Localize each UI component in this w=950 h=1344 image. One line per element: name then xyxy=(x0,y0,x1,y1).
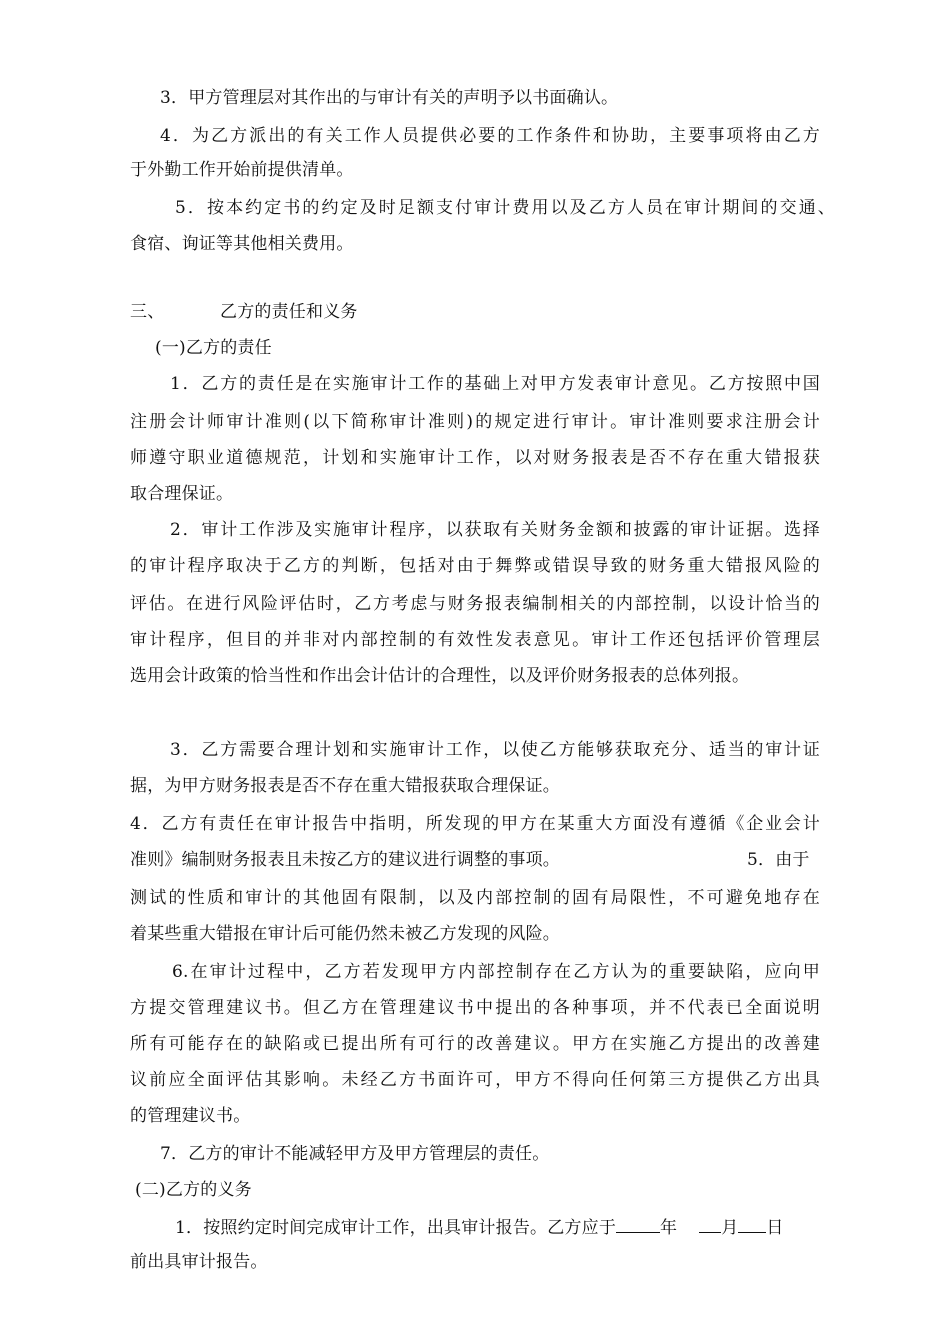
paragraph-line: 着某些重大错报在审计后可能仍然未被乙方发现的风险。 xyxy=(130,924,560,944)
subsection-title: (二)乙方的义务 xyxy=(135,1180,252,1200)
paragraph-line xyxy=(175,1214,784,1240)
day-blank xyxy=(738,1214,766,1233)
paragraph-line: 1．乙方的责任是在实施审计工作的基础上对甲方发表审计意见。乙方按照中国 xyxy=(170,374,820,394)
paragraph-line: 所有可能存在的缺陷或已提出所有可行的改善建议。甲方在实施乙方提出的改善建 xyxy=(130,1034,820,1054)
paragraph-line: 的审计程序取决于乙方的判断，包括对由于舞弊或错误导致的财务重大错报风险的 xyxy=(130,556,820,576)
paragraph-line: 6.在审计过程中，乙方若发现甲方内部控制存在乙方认为的重要缺陷，应向甲 xyxy=(172,962,820,982)
paragraph-line: 师遵守职业道德规范，计划和实施审计工作，以对财务报表是否不存在重大错报获 xyxy=(130,448,820,468)
paragraph-line: 评估。在进行风险评估时，乙方考虑与财务报表编制相关的内部控制，以设计恰当的 xyxy=(130,594,820,614)
paragraph-line: 3．乙方需要合理计划和实施审计工作，以使乙方能够获取充分、适当的审计证 xyxy=(170,740,820,760)
section-number: 三、 xyxy=(130,302,165,322)
paragraph-line: 3．甲方管理层对其作出的与审计有关的声明予以书面确认。 xyxy=(160,88,619,108)
paragraph-line: 5．由于 xyxy=(747,850,810,870)
paragraph-line: 准则》编制财务报表且未按乙方的建议进行调整的事项。 xyxy=(130,850,560,870)
paragraph-line: 的管理建议书。 xyxy=(130,1106,251,1126)
paragraph-line: 前出具审计报告。 xyxy=(130,1252,268,1272)
paragraph-line: 选用会计政策的恰当性和作出会计估计的合理性，以及评价财务报表的总体列报。 xyxy=(130,666,750,686)
paragraph-line: 注册会计师审计准则(以下简称审计准则)的规定进行审计。审计准则要求注册会计 xyxy=(130,412,820,432)
paragraph-line: 2．审计工作涉及实施审计程序，以获取有关财务金额和披露的审计证据。选择 xyxy=(170,520,820,540)
paragraph-line: 5．按本约定书的约定及时足额支付审计费用以及乙方人员在审计期间的交通、 xyxy=(175,198,835,218)
paragraph-line: 方提交管理建议书。但乙方在管理建议书中提出的各种事项，并不代表已全面说明 xyxy=(130,998,820,1018)
paragraph-line: 审计程序，但目的并非对内部控制的有效性发表意见。审计工作还包括评价管理层 xyxy=(130,630,820,650)
deadline-text: 1．按照约定时间完成审计工作，出具审计报告。乙方应于 xyxy=(175,1218,617,1238)
section-title: 乙方的责任和义务 xyxy=(220,302,358,322)
paragraph-line: 议前应全面评估其影响。未经乙方书面许可，甲方不得向任何第三方提供乙方出具 xyxy=(130,1070,820,1090)
month-label: 月 xyxy=(721,1218,739,1238)
paragraph-line: 于外勤工作开始前提供清单。 xyxy=(130,160,354,180)
paragraph-line: 食宿、询证等其他相关费用。 xyxy=(130,234,354,254)
day-label: 日 xyxy=(766,1218,784,1238)
month-blank xyxy=(699,1214,721,1233)
year-label: 年 xyxy=(660,1218,678,1238)
subsection-title: (一)乙方的责任 xyxy=(155,338,272,358)
paragraph-line: 取合理保证。 xyxy=(130,484,234,504)
paragraph-line: 据，为甲方财务报表是否不存在重大错报获取合理保证。 xyxy=(130,776,560,796)
paragraph-line: 7．乙方的审计不能减轻甲方及甲方管理层的责任。 xyxy=(160,1144,550,1164)
paragraph-line: 测试的性质和审计的其他固有限制，以及内部控制的固有局限性，不可避免地存在 xyxy=(130,888,820,908)
paragraph-line: 4．乙方有责任在审计报告中指明，所发现的甲方在某重大方面没有遵循《企业会计 xyxy=(130,814,820,834)
paragraph-line: 4．为乙方派出的有关工作人员提供必要的工作条件和协助，主要事项将由乙方 xyxy=(160,126,820,146)
year-blank xyxy=(616,1214,660,1233)
